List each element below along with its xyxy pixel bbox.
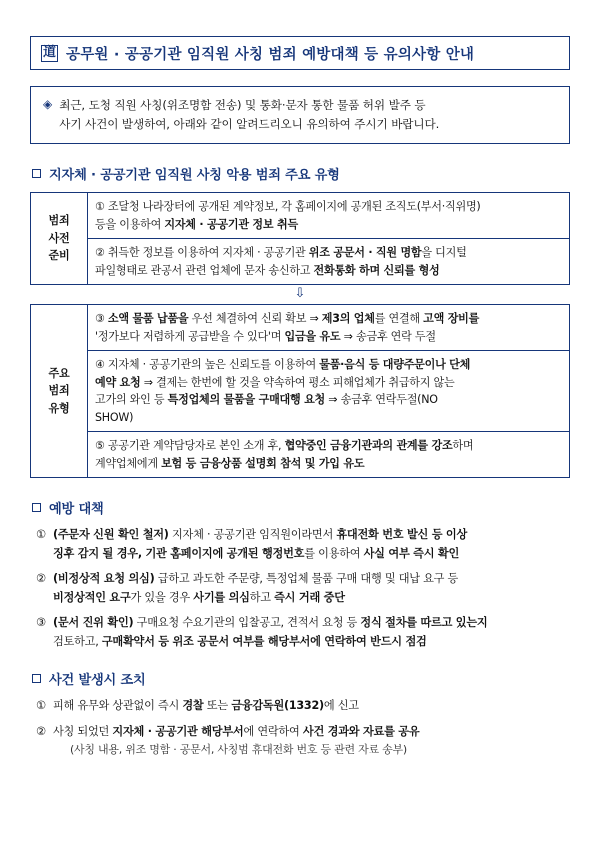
prevention-item-3-text xyxy=(53,614,487,651)
main-item-5-num: ⑤ xyxy=(95,439,105,452)
response-item-1-num: ① xyxy=(36,699,47,712)
prevention-item-2-l2-m1: 가 있을 경우 xyxy=(130,590,194,604)
prep-item-2-line-2-bold: 전화통화 하며 신뢰를 형성 xyxy=(313,263,440,277)
main-item-3-b1: 소액 물품 납품을 xyxy=(107,312,189,325)
response-item-1-b1: 경찰 xyxy=(182,699,204,712)
prep-item-1-line-2-pre: 등을 이용하여 xyxy=(95,217,165,231)
section-3-title: 사건 발생시 조치 xyxy=(49,673,146,688)
prevention-item-3-l2-m1: 검토하고, xyxy=(53,634,102,648)
prevention-item-2-num: ② xyxy=(36,572,47,585)
prep-item-1 xyxy=(88,193,570,239)
prevention-item-1-b1: (주문자 신원 확인 철저) xyxy=(53,528,169,541)
prevention-item-3-b2: 정식 절차를 따르고 있는지 xyxy=(360,616,488,629)
prep-item-2-num: ② xyxy=(95,246,105,259)
prep-table xyxy=(30,192,570,285)
main-label-line-2: 범죄 xyxy=(48,384,70,398)
prevention-item-1-num: ① xyxy=(36,528,47,541)
section-heading-2 xyxy=(32,498,570,517)
prevention-item-1-m1: 지자체 · 공공기관 임직원이라면서 xyxy=(168,528,337,541)
main-label-line-1: 주요 xyxy=(48,366,70,380)
table-row xyxy=(31,305,570,351)
square-bullet-icon xyxy=(32,169,41,178)
main-item-5 xyxy=(88,432,570,478)
prep-item-2-line-1-pre: 취득한 정보를 이용하여 지자체 · 공공기관 xyxy=(107,246,309,259)
table-row xyxy=(31,432,570,478)
main-item-3-num: ③ xyxy=(95,312,105,325)
prevention-item-1-l2-m1: 를 이용하여 xyxy=(304,546,364,560)
response-item-2-b1: 지자체 · 공공기관 해당부서 xyxy=(112,724,244,738)
notice-line-2: 사기 사건이 발생하여, 아래와 같이 알려드리오니 유의하여 주시기 바랍니다. xyxy=(59,117,440,131)
prevention-item-2-text xyxy=(53,570,458,607)
response-item-1-m3: 에 신고 xyxy=(323,699,359,712)
list-item xyxy=(36,723,570,760)
list-item xyxy=(36,614,570,651)
prep-item-1-num: ① xyxy=(95,200,105,213)
notice-box xyxy=(30,86,570,144)
prevention-item-2-m1: 급하고 과도한 주문량, 특정업체 물품 구매 대행 및 대납 요구 등 xyxy=(154,572,459,585)
list-item xyxy=(36,526,570,563)
prep-label-line-1: 범죄 xyxy=(48,214,70,228)
prevention-item-2-l2-b2: 사기를 의심 xyxy=(193,590,250,604)
prep-label-line-3: 준비 xyxy=(48,249,70,263)
main-item-3-b3: 고액 장비를 xyxy=(423,312,480,325)
main-item-4 xyxy=(88,351,570,432)
prevention-item-3-m1: 구매요청 수요기관의 입찰공고, 견적서 요청 등 xyxy=(133,616,361,629)
down-arrow-icon: ⇩ xyxy=(294,286,306,301)
main-label-cell xyxy=(31,305,88,478)
main-item-5-l2-b1: 보험 등 금융상품 설명회 참석 및 가입 유도 xyxy=(161,456,365,470)
notice-line-1: 최근, 도청 직원 사칭(위조명함 전송) 및 통화·문자 통한 물품 허위 발주 등 xyxy=(59,98,426,112)
main-item-4-l2-b1: 예약 요청 xyxy=(95,375,141,389)
response-item-1-m1: 피해 유무와 상관없이 즉시 xyxy=(53,699,183,712)
main-item-4-l2-m1: ⇒ 결제는 한번에 할 것을 약속하여 평소 피해업체가 취급하지 않는 xyxy=(140,375,455,389)
page-title: 공무원 · 공공기관 임직원 사칭 범죄 예방대책 등 유의사항 안내 xyxy=(66,46,475,63)
prep-label-cell xyxy=(31,193,88,285)
list-item xyxy=(36,697,570,716)
response-item-2-b2: 사건 경과와 자료를 공유 xyxy=(302,724,420,738)
prep-item-2 xyxy=(88,239,570,285)
prevention-item-1-l2-b1: 징후 감지 될 경우, 기관 홈페이지에 공개된 행정번호 xyxy=(53,546,305,560)
response-item-2-m2: 에 연락하여 xyxy=(243,724,303,738)
prep-item-2-line-2-pre: 파일형태로 관공서 관련 업체에 문자 송신하고 xyxy=(95,263,314,277)
table-row xyxy=(31,239,570,285)
prevention-item-3-num: ③ xyxy=(36,616,47,629)
prevention-item-1-text xyxy=(53,526,467,563)
section-heading-3 xyxy=(32,669,570,688)
prep-item-1-line-1: 조달청 나라장터에 공개된 계약정보, 각 홈페이지에 공개된 조직도(부서·직위명) xyxy=(107,200,481,213)
prep-label-line-2: 사전 xyxy=(48,231,70,245)
main-item-3 xyxy=(88,305,570,351)
prep-item-2-line-1-bold: 위조 공문서 · 직원 명함 xyxy=(308,246,422,259)
response-list xyxy=(36,697,570,759)
prevention-list xyxy=(36,526,570,651)
main-item-5-l1-b1: 협약중인 금융기관과의 관계를 강조 xyxy=(284,439,453,452)
main-item-4-l1-m1: 지자체 · 공공기관의 높은 신뢰도를 이용하여 xyxy=(107,358,320,371)
section-1-title: 지자체 · 공공기관 임직원 사칭 악용 범죄 주요 유형 xyxy=(49,168,340,183)
main-item-4-num: ④ xyxy=(95,358,105,371)
main-item-3-l2-m2: ⇒ 송금후 연락 두절 xyxy=(340,329,436,343)
main-item-4-l3-m1: 고가의 와인 등 xyxy=(95,393,168,406)
main-label-line-3: 유형 xyxy=(48,401,70,415)
prep-item-1-line-2-bold: 지자체 · 공공기관 정보 취득 xyxy=(164,217,298,231)
response-item-2-num: ② xyxy=(36,724,47,738)
prevention-item-2-l2-b1: 비정상적인 요구 xyxy=(53,590,131,604)
main-item-3-l2-b1: 입금을 유도 xyxy=(284,329,341,343)
response-item-2-subnote: (사칭 내용, 위조 명함 · 공문서, 사칭범 휴대전화 번호 등 관련 자료 송부) xyxy=(70,743,407,756)
prevention-item-2-b1: (비정상적 요청 의심) xyxy=(53,572,155,585)
response-item-2-m1: 사칭 되었던 xyxy=(53,724,113,738)
main-item-3-m1: 우선 체결하여 신뢰 확보 ⇒ xyxy=(188,312,322,325)
prevention-item-1-b2: 휴대전화 번호 발신 등 이상 xyxy=(336,528,468,541)
document-title-bar xyxy=(30,36,570,70)
table-row xyxy=(31,351,570,432)
section-heading-1 xyxy=(32,164,570,183)
table-row xyxy=(31,193,570,239)
main-item-4-l4-m1: SHOW) xyxy=(95,410,134,424)
list-item xyxy=(36,570,570,607)
square-bullet-icon xyxy=(32,503,41,512)
main-item-4-l3-m2: ⇒ 송금후 연락두절(NO xyxy=(325,393,438,406)
prevention-item-2-l2-m2: 하고 xyxy=(249,590,275,604)
response-item-1-m2: 또는 xyxy=(203,699,232,712)
notice-text xyxy=(59,96,439,134)
main-types-table xyxy=(30,304,570,478)
main-item-4-l3-b1: 특정업체의 물품을 구매대행 요청 xyxy=(167,393,326,406)
main-item-5-l2-m1: 계약업체에게 xyxy=(95,456,162,470)
main-item-4-l1-b1: 물품·음식 등 대량주문이나 단체 xyxy=(319,358,471,371)
main-item-3-m2: 를 연결해 xyxy=(374,312,424,325)
section-2-title: 예방 대책 xyxy=(49,502,104,517)
diamond-bullet-icon: ◈ xyxy=(43,97,53,111)
square-bullet-icon xyxy=(32,674,41,683)
prep-item-2-line-1-post: 을 디지털 xyxy=(421,246,467,259)
response-item-1-b2: 금융감독원(1332) xyxy=(231,699,324,712)
main-item-5-l1-m1: 공공기관 계약담당자로 본인 소개 후, xyxy=(107,439,285,452)
response-item-1-text xyxy=(53,697,359,716)
main-item-3-b2: 제3의 업체 xyxy=(321,312,375,325)
prevention-item-1-l2-b2: 사실 여부 즉시 확인 xyxy=(363,546,460,560)
prevention-item-2-l2-b3: 즉시 거래 중단 xyxy=(274,590,345,604)
response-item-2-text xyxy=(53,723,419,760)
prevention-item-3-b1: (문서 진위 확인) xyxy=(53,616,134,629)
prevention-item-3-l2-b1: 구매확약서 등 위조 공문서 여부를 해당부서에 연락하여 반드시 점검 xyxy=(101,634,427,648)
main-item-3-l2-m1: '정가보다 저렴하게 공급받을 수 있다'며 xyxy=(95,329,285,343)
province-mark-icon: 道 xyxy=(42,44,56,60)
main-item-5-l1-m2: 하며 xyxy=(452,439,474,452)
